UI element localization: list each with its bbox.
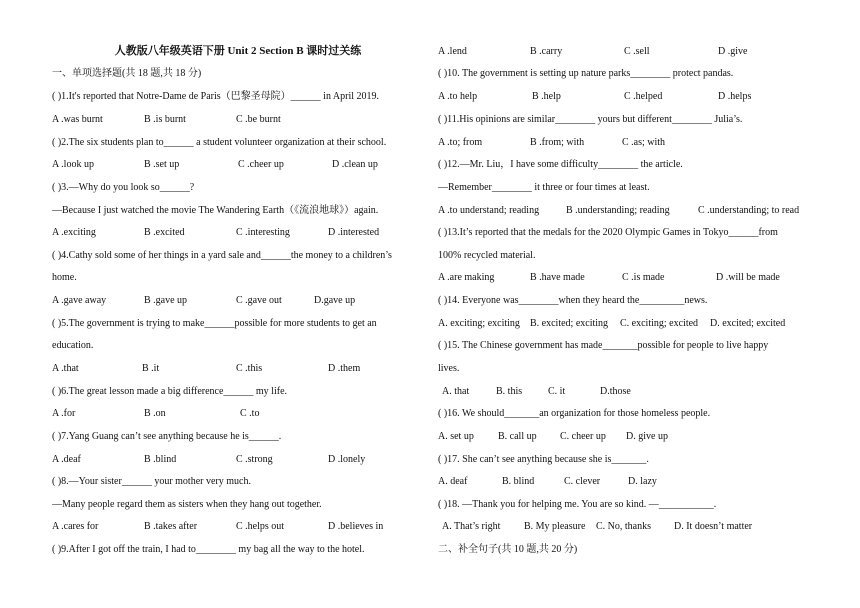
option-c[interactable]: C .interesting xyxy=(236,227,290,238)
option-c[interactable]: C .helps out xyxy=(236,521,285,532)
question-3-dialogue: —Because I just watched the movie The Wandering Earth（《流浪地球》）again. xyxy=(52,205,379,216)
option-b[interactable]: B. excited; exciting xyxy=(530,318,609,329)
option-c[interactable]: C. exciting; excited xyxy=(620,318,699,329)
option-c[interactable]: C .sell xyxy=(624,46,650,57)
option-c[interactable]: C .be burnt xyxy=(236,114,281,125)
option-c[interactable]: C. cheer up xyxy=(560,431,606,442)
question-11: ( )11.His opinions are similar________ yours but different________ Julia’s. xyxy=(438,114,743,125)
option-b[interactable]: B .set up xyxy=(144,159,180,170)
section-heading: 一、单项选择题(共 18 题,共 18 分) xyxy=(52,68,202,79)
option-a[interactable]: A .for xyxy=(52,408,76,419)
option-c[interactable]: C. No, thanks xyxy=(596,521,651,532)
option-d[interactable]: D .give xyxy=(718,46,748,57)
question-15: ( )15. The Chinese government has made_______possible for people to live happy xyxy=(438,340,769,351)
option-d[interactable]: D. excited; excited xyxy=(710,318,786,329)
question-8: ( )8.—Your sister______ your mother very much. xyxy=(52,476,251,487)
option-a[interactable]: A .that xyxy=(52,363,79,374)
option-d[interactable]: D .helps xyxy=(718,91,752,102)
option-d[interactable]: D .clean up xyxy=(332,159,378,170)
question-7: ( )7.Yang Guang can’t see anything because he is______. xyxy=(52,431,282,442)
option-c[interactable]: C .is made xyxy=(622,272,665,283)
option-b[interactable]: B. this xyxy=(496,386,523,397)
question-4: ( )4.Cathy sold some of her things in a yard sale and______the money to a children’s xyxy=(52,250,392,261)
option-b[interactable]: B .takes after xyxy=(144,521,198,532)
option-d[interactable]: D .them xyxy=(328,363,361,374)
question-13-continued: 100% recycled material. xyxy=(438,250,536,261)
option-a[interactable]: A .deaf xyxy=(52,454,81,465)
question-12-dialogue: —Remember________ it three or four times at least. xyxy=(438,182,650,193)
option-b[interactable]: B .help xyxy=(532,91,561,102)
option-d[interactable]: D .lonely xyxy=(328,454,366,465)
option-c[interactable]: C .cheer up xyxy=(238,159,284,170)
question-15-continued: lives. xyxy=(438,363,460,374)
option-d[interactable]: D. It doesn’t matter xyxy=(674,521,753,532)
option-b[interactable]: B .gave up xyxy=(144,295,188,306)
page-title: 人教版八年级英语下册 Unit 2 Section B 课时过关练 xyxy=(114,45,362,57)
question-4-continued: home. xyxy=(52,272,77,283)
option-a[interactable]: A .look up xyxy=(52,159,94,170)
option-a[interactable]: A .to understand; reading xyxy=(438,205,540,216)
option-b[interactable]: B .have made xyxy=(530,272,585,283)
question-1: ( )1.It's reported that Notre-Dame de Paris（巴黎圣母院）______ in April 2019. xyxy=(52,91,380,102)
option-c[interactable]: C .strong xyxy=(236,454,273,465)
option-b[interactable]: B .from; with xyxy=(530,137,585,148)
section-heading: 二、补全句子(共 10 题,共 20 分) xyxy=(438,544,578,555)
option-d[interactable]: D .will be made xyxy=(716,272,780,283)
option-a[interactable]: A .exciting xyxy=(52,227,96,238)
option-d[interactable]: D. lazy xyxy=(628,476,657,487)
option-a[interactable]: A .was burnt xyxy=(52,114,103,125)
question-17: ( )17. She can’t see anything because she is_______. xyxy=(438,454,649,465)
option-c[interactable]: C. it xyxy=(548,386,566,397)
option-a[interactable]: A. set up xyxy=(438,431,474,442)
option-d[interactable]: D. give up xyxy=(626,431,668,442)
question-14: ( )14. Everyone was________when they heard the_________news. xyxy=(438,295,708,306)
question-6: ( )6.The great lesson made a big difference______ my life. xyxy=(52,386,288,397)
option-c[interactable]: C .understanding; to read xyxy=(698,205,800,216)
option-b[interactable]: B .excited xyxy=(144,227,185,238)
option-b[interactable]: B. blind xyxy=(502,476,535,487)
option-b[interactable]: B. My pleasure xyxy=(524,521,586,532)
question-5-continued: education. xyxy=(52,340,94,351)
question-12: ( )12.—Mr. Liu，I have some difficulty________ the article. xyxy=(438,159,683,170)
question-10: ( )10. The government is setting up nature parks________ protect pandas. xyxy=(438,68,734,79)
option-a[interactable]: A. That’s right xyxy=(442,521,501,532)
option-d[interactable]: D.gave up xyxy=(314,295,356,306)
option-a[interactable]: A .lend xyxy=(438,46,467,57)
question-8-dialogue: —Many people regard them as sisters when they hang out together. xyxy=(52,499,322,510)
option-d[interactable]: D .interested xyxy=(328,227,380,238)
option-b[interactable]: B. call up xyxy=(498,431,537,442)
option-d[interactable]: D.those xyxy=(600,386,631,397)
option-c[interactable]: C .gave out xyxy=(236,295,282,306)
option-a[interactable]: A. that xyxy=(442,386,470,397)
option-b[interactable]: B .understanding; reading xyxy=(566,205,670,216)
option-c[interactable]: C .to xyxy=(240,408,260,419)
option-a[interactable]: A .to help xyxy=(438,91,478,102)
option-a[interactable]: A. exciting; exciting xyxy=(438,318,520,329)
question-13: ( )13.It’s reported that the medals for the 2020 Olympic Games in Tokyo______from xyxy=(438,227,778,238)
option-c[interactable]: C .helped xyxy=(624,91,663,102)
question-18: ( )18. —Thank you for helping me. You are so kind. —___________. xyxy=(438,499,717,510)
question-9: ( )9.After I got off the train, I had to________ my bag all the way to the hotel. xyxy=(52,544,365,555)
option-c[interactable]: C .this xyxy=(236,363,263,374)
option-b[interactable]: B .blind xyxy=(144,454,177,465)
option-b[interactable]: B .it xyxy=(142,363,160,374)
option-b[interactable]: B .on xyxy=(144,408,166,419)
option-c[interactable]: C .as; with xyxy=(622,137,666,148)
question-5: ( )5.The government is trying to make______possible for more students to get an xyxy=(52,318,377,329)
option-b[interactable]: B .carry xyxy=(530,46,563,57)
question-2: ( )2.The six students plan to______ a student volunteer organization at their school. xyxy=(52,137,387,148)
question-16: ( )16. We should_______an organization for those homeless people. xyxy=(438,408,711,419)
option-a[interactable]: A .cares for xyxy=(52,521,99,532)
option-a[interactable]: A .gave away xyxy=(52,295,107,306)
option-a[interactable]: A .are making xyxy=(438,272,495,283)
option-c[interactable]: C. clever xyxy=(564,476,601,487)
question-3: ( )3.—Why do you look so______? xyxy=(52,182,195,193)
option-a[interactable]: A .to; from xyxy=(438,137,483,148)
option-a[interactable]: A. deaf xyxy=(438,476,468,487)
option-d[interactable]: D .believes in xyxy=(328,521,384,532)
option-b[interactable]: B .is burnt xyxy=(144,114,186,125)
